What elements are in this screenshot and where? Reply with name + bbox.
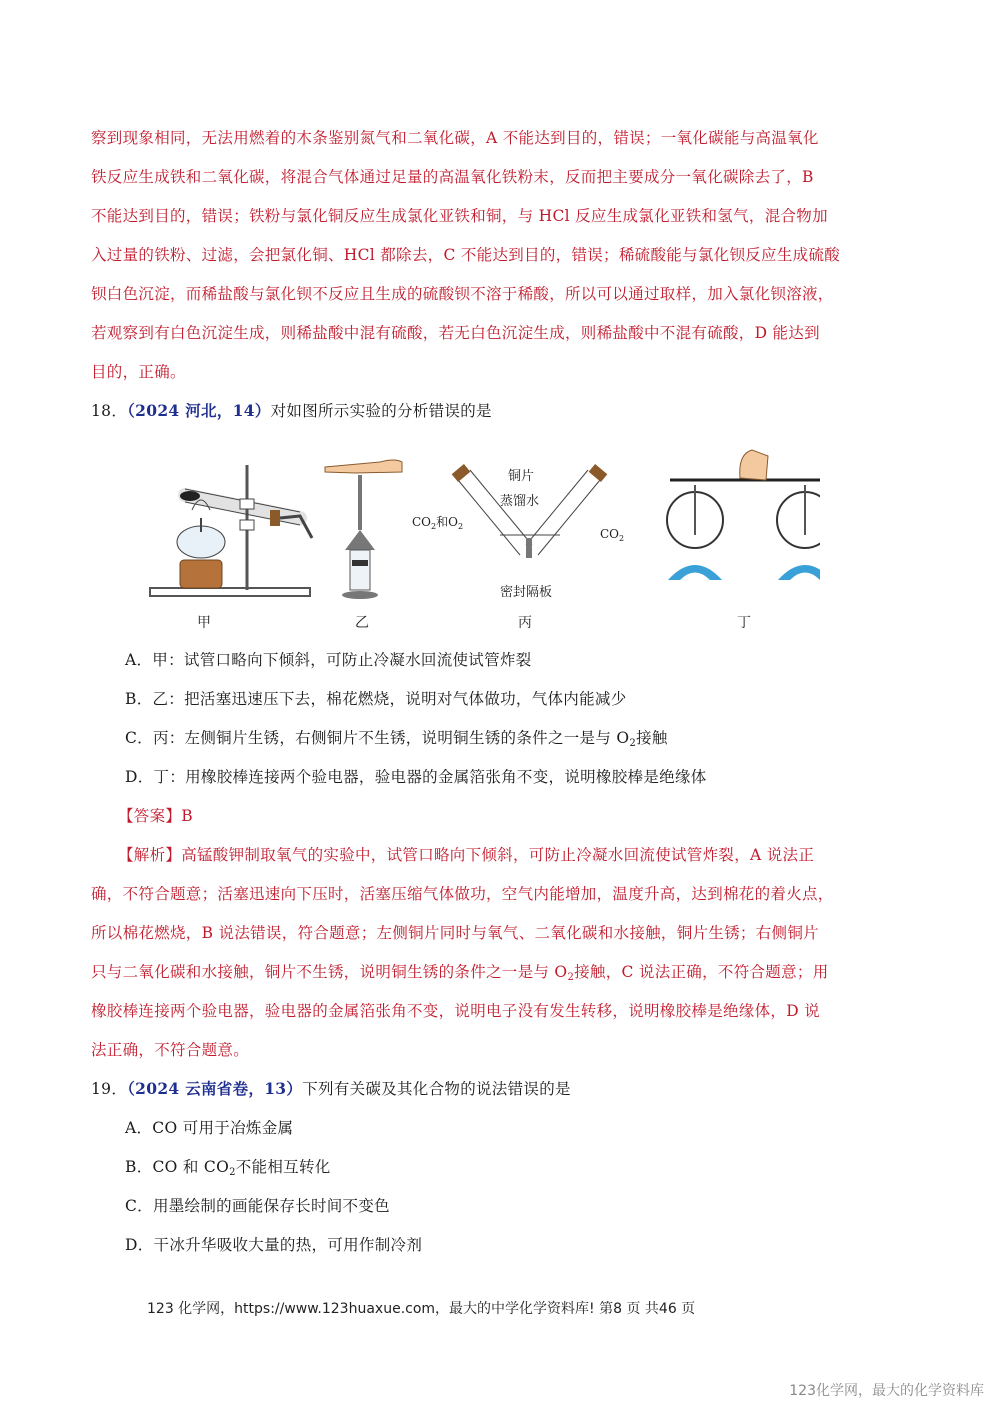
experiment-illustrations [140, 440, 820, 640]
option-b: B．CO 和 $CO_2$不能相互转化 [125, 1158, 331, 1178]
solution-line: 察到现象相同，无法用燃着的木条鉴别氮气和二氧化碳，A 不能达到目的，错误；一氧化碳能与高温氧化 [91, 129, 819, 147]
question-number: 19． [91, 1080, 128, 1098]
question-stem: 下列有关碳及其化合物的说法错误的是 [302, 1080, 571, 1098]
solution-line: 不能达到目的，错误；铁粉与氯化铜反应生成氯化亚铁和铜，与 HCl 反应生成氯化亚铁和氢气，混合物加 [91, 207, 828, 225]
question-source: （2024 云南省卷，13） [127, 1079, 303, 1098]
answer: 【答案】B [118, 807, 193, 825]
solution-line: 钡白色沉淀，而稀盐酸与氯化钡不反应且生成的硫酸钡不溶于稀酸，所以可以通过取样，加入氯化钡溶液， [91, 285, 834, 303]
question-19-header [91, 1077, 571, 1099]
analysis-line: 法正确，不符合题意。 [91, 1041, 250, 1059]
solution-line: 若观察到有白色沉淀生成，则稀盐酸中混有硫酸，若无白色沉淀生成，则稀盐酸中不混有硫酸，D 能达到 [91, 324, 820, 342]
analysis-line: 只与二氧化碳和水接触，铜片不生锈，说明铜生锈的条件之一是与 $O_2$接触，C 说法正确，不符合题意；用 [91, 963, 829, 983]
analysis-line: 确，不符合题意；活塞迅速向下压时，活塞压缩气体做功，空气内能增加，温度升高，达到棉花的着火点， [91, 885, 834, 903]
option-b: B．乙：把活塞迅速压下去，棉花燃烧，说明对气体做功，气体内能减少 [125, 690, 627, 708]
page-footer: 123 化学网，https://www.123huaxue.com，最大的中学化学资料库! 第8 页 共46 页 [147, 1301, 696, 1317]
option-d: D．干冰升华吸收大量的热，可用作制冷剂 [125, 1236, 423, 1254]
label-co2: $CO_2$ [600, 527, 625, 543]
option-a: A．CO 可用于冶炼金属 [125, 1119, 294, 1137]
apparatus-yi [325, 460, 402, 599]
label-co2-o2: $CO_2$和$O_2$ [412, 515, 464, 531]
question-source: （2024 河北，14） [127, 401, 271, 420]
panel-label-jia: 甲 [197, 615, 211, 631]
analysis-line: 【解析】高锰酸钾制取氧气的实验中，试管口略向下倾斜，可防止冷凝水回流使试管炸裂，A 说法正 [118, 846, 815, 864]
option-a: A．甲：试管口略向下倾斜，可防止冷凝水回流使试管炸裂 [125, 651, 532, 669]
solution-line: 入过量的铁粉、过滤，会把氯化铜、HCl 都除去，C 不能达到目的，错误；稀硫酸能与氯化钡反应生成硫酸 [91, 246, 841, 264]
option-c: C．用墨绘制的画能保存长时间不变色 [125, 1197, 390, 1215]
panel-label-ding: 丁 [737, 615, 751, 631]
panel-label-yi: 乙 [355, 615, 369, 631]
solution-line: 目的，正确。 [91, 363, 186, 381]
option-d: D．丁：用橡胶棒连接两个验电器，验电器的金属箔张角不变，说明橡胶棒是绝缘体 [125, 768, 707, 786]
analysis-line: 橡胶棒连接两个验电器，验电器的金属箔张角不变，说明电子没有发生转移，说明橡胶棒是绝缘体，D 说 [91, 1002, 820, 1020]
option-c: C．丙：左侧铜片生锈，右侧铜片不生锈，说明铜生锈的条件之一是与 $O_2$接触 [125, 729, 668, 749]
question-number: 18． [91, 402, 128, 420]
apparatus-ding [667, 450, 820, 580]
label-copper: 铜片 [508, 469, 535, 484]
apparatus-bing [412, 464, 624, 600]
experiment-figure [140, 440, 820, 640]
label-water: 蒸馏水 [500, 494, 540, 509]
panel-label-bing: 丙 [518, 615, 532, 631]
watermark: 123化学网，最大的化学资料库 [789, 1383, 984, 1399]
apparatus-jia [150, 465, 312, 596]
question-stem: 对如图所示实验的分析错误的是 [270, 402, 492, 420]
solution-line: 铁反应生成铁和二氧化碳，将混合气体通过足量的高温氧化铁粉末，反而把主要成分一氧化碳除去了，B [91, 168, 814, 186]
label-seal: 密封隔板 [500, 585, 553, 600]
question-18-header [91, 399, 492, 421]
analysis-line: 所以棉花燃烧，B 说法错误，符合题意；左侧铜片同时与氧气、二氧化碳和水接触，铜片生锈；右侧铜片 [91, 924, 819, 942]
